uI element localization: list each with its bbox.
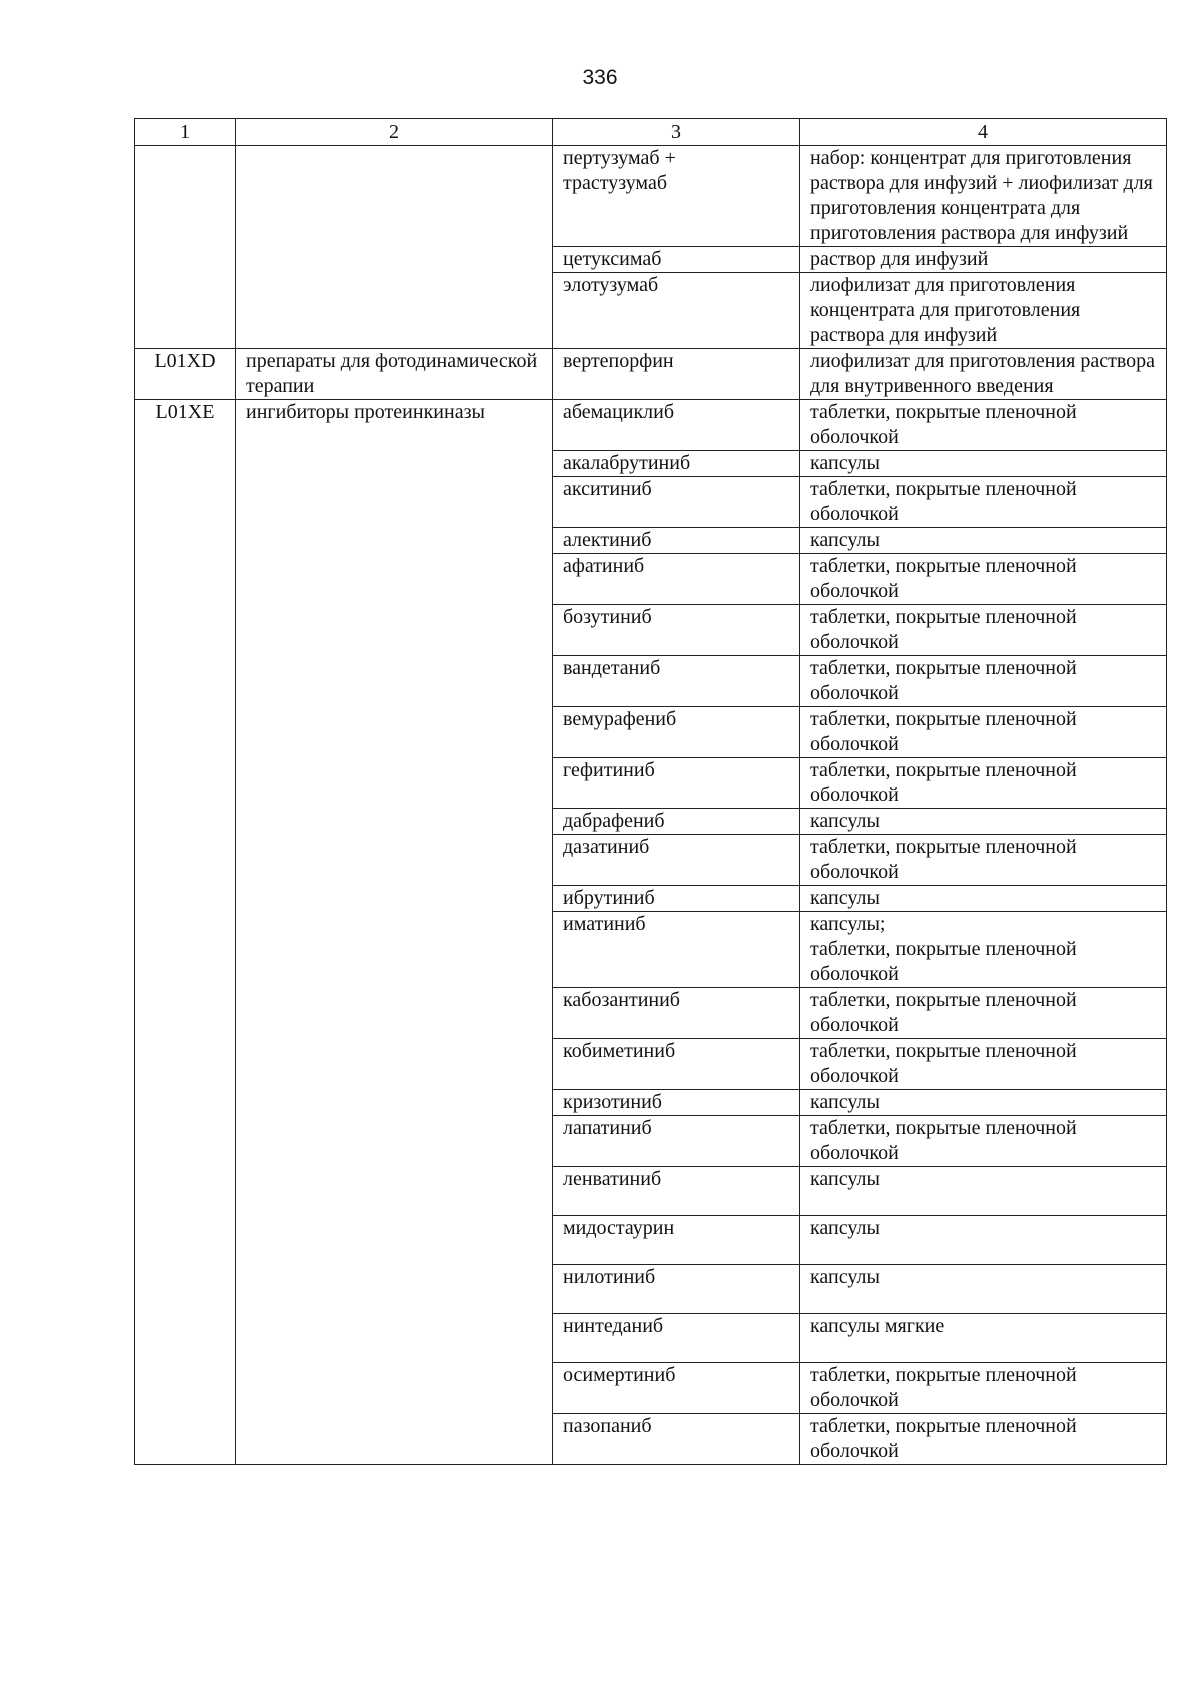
dosage-form: капсулы [800, 1167, 1167, 1216]
dosage-form: таблетки, покрытые пленочной оболочкой [800, 656, 1167, 707]
dosage-form: таблетки, покрытые пленочной оболочкой [800, 554, 1167, 605]
drug-name: вандетаниб [553, 656, 800, 707]
atc-code: L01XD [135, 349, 236, 400]
drug-name: цетуксимаб [553, 247, 800, 273]
table-row [135, 146, 1167, 247]
drug-table [134, 118, 1167, 1465]
dosage-form: капсулы [800, 886, 1167, 912]
page-number: 336 [582, 66, 618, 89]
dosage-form: капсулы [800, 1265, 1167, 1314]
header-col-2: 2 [236, 119, 553, 146]
drug-name: нилотиниб [553, 1265, 800, 1314]
dosage-form: капсулы [800, 1090, 1167, 1116]
dosage-form: капсулы [800, 809, 1167, 835]
dosage-form: лиофилизат для приготовления концентрата для приготовления раствора для инфузий [800, 273, 1167, 349]
drug-name: афатиниб [553, 554, 800, 605]
drug-name: абемациклиб [553, 400, 800, 451]
dosage-form: таблетки, покрытые пленочной оболочкой [800, 400, 1167, 451]
drug-name: пертузумаб + трастузумаб [553, 146, 800, 247]
dosage-form: таблетки, покрытые пленочной оболочкой [800, 988, 1167, 1039]
dosage-form: таблетки, покрытые пленочной оболочкой [800, 835, 1167, 886]
drug-name: кобиметиниб [553, 1039, 800, 1090]
drug-name: алектиниб [553, 528, 800, 554]
dosage-form: таблетки, покрытые пленочной оболочкой [800, 1363, 1167, 1414]
drug-name: акалабрутиниб [553, 451, 800, 477]
dosage-form: таблетки, покрытые пленочной оболочкой [800, 1414, 1167, 1465]
dosage-form: таблетки, покрытые пленочной оболочкой [800, 707, 1167, 758]
dosage-form: таблетки, покрытые пленочной оболочкой [800, 477, 1167, 528]
atc-code: L01XE [135, 400, 236, 1465]
group-name: ингибиторы протеинкиназы [236, 400, 553, 1465]
drug-name: иматиниб [553, 912, 800, 988]
group-name: препараты для фотодинамической терапии [236, 349, 553, 400]
drug-name: осимертиниб [553, 1363, 800, 1414]
header-col-1: 1 [135, 119, 236, 146]
dosage-form: таблетки, покрытые пленочной оболочкой [800, 758, 1167, 809]
dosage-form: капсулы [800, 1216, 1167, 1265]
drug-name: вертепорфин [553, 349, 800, 400]
drug-name: акситиниб [553, 477, 800, 528]
drug-name: элотузумаб [553, 273, 800, 349]
dosage-form: капсулы; таблетки, покрытые пленочной оболочкой [800, 912, 1167, 988]
header-col-3: 3 [553, 119, 800, 146]
dosage-form: набор: концентрат для приготовления раствора для инфузий + лиофилизат для приготовления концентрата для приготовления раствора для инфузий [800, 146, 1167, 247]
drug-name: гефитиниб [553, 758, 800, 809]
dosage-form: лиофилизат для приготовления раствора для внутривенного введения [800, 349, 1167, 400]
drug-name: лапатиниб [553, 1116, 800, 1167]
drug-name: ибрутиниб [553, 886, 800, 912]
drug-name: вемурафениб [553, 707, 800, 758]
drug-name: кабозантиниб [553, 988, 800, 1039]
drug-name: ленватиниб [553, 1167, 800, 1216]
dosage-form: капсулы [800, 451, 1167, 477]
code-cell [135, 146, 236, 349]
dosage-form: таблетки, покрытые пленочной оболочкой [800, 1039, 1167, 1090]
dosage-form: капсулы [800, 528, 1167, 554]
header-col-4: 4 [800, 119, 1167, 146]
drug-name: мидостаурин [553, 1216, 800, 1265]
dosage-form: капсулы мягкие [800, 1314, 1167, 1363]
drug-name: дабрафениб [553, 809, 800, 835]
group-cell [236, 146, 553, 349]
drug-name: бозутиниб [553, 605, 800, 656]
dosage-form: таблетки, покрытые пленочной оболочкой [800, 605, 1167, 656]
drug-name: пазопаниб [553, 1414, 800, 1465]
dosage-form: таблетки, покрытые пленочной оболочкой [800, 1116, 1167, 1167]
dosage-form: раствор для инфузий [800, 247, 1167, 273]
table-row [135, 400, 1167, 451]
drug-name: кризотиниб [553, 1090, 800, 1116]
table-row [135, 349, 1167, 400]
drug-name: нинтеданиб [553, 1314, 800, 1363]
drug-name: дазатиниб [553, 835, 800, 886]
table-header-row [135, 119, 1167, 146]
